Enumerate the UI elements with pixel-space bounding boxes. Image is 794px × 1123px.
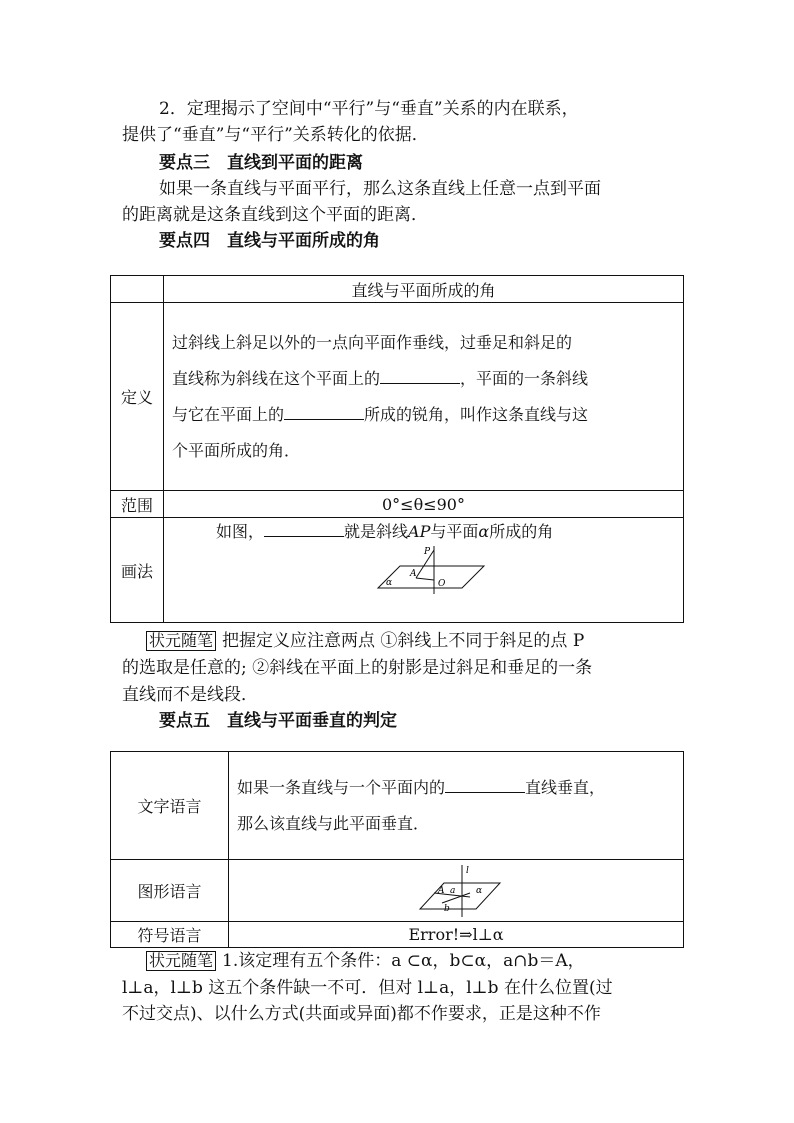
- section3-line1: 如果一条直线与平面平行，那么这条直线上任意一点到平面: [159, 179, 601, 199]
- text-language-line2: 那么该直线与此平面垂直．: [237, 813, 430, 833]
- perpendicular-figure: [414, 863, 504, 919]
- label-O: O: [438, 579, 446, 589]
- range-value: 0°≤θ≤90°: [164, 491, 684, 518]
- definition-line3-end: 所成的锐角，叫作这条直线与这: [364, 404, 589, 424]
- two-intersecting-blank: [445, 776, 525, 793]
- definition-line2-start: 直线称为斜线在这个平面上的: [172, 368, 381, 388]
- label-A: A: [410, 569, 417, 579]
- angle-table: [110, 275, 684, 623]
- note1-badge: 状元随笔: [146, 631, 216, 651]
- label-P: P: [424, 547, 431, 557]
- label-A-2: A: [438, 885, 445, 896]
- definition-line3: [164, 397, 683, 433]
- definition-line2-end: ，平面的一条斜线: [460, 368, 589, 388]
- drawing-cell: [164, 518, 684, 623]
- angle-table-corner: [111, 276, 164, 303]
- shadow-blank: [284, 403, 364, 420]
- graphic-language-cell: [229, 860, 684, 922]
- note2-line3: 不过交点)、以什么方式(共面或异面)都不作要求，正是这种不作: [122, 1004, 601, 1024]
- para1-line2: 提供了“垂直”与“平行”关系转化的依据．: [122, 125, 429, 145]
- label-alpha-2: α: [476, 885, 483, 896]
- text-language-cell: [229, 752, 684, 860]
- definition-cell: [164, 303, 684, 491]
- drawing-text-ap: AP: [408, 522, 431, 541]
- section3-line2: 的距离就是这条直线到这个平面的距离．: [122, 205, 428, 225]
- plane-alpha: [378, 566, 484, 588]
- note1-line1-text: 把握定义应注意两点 ①斜线上不同于斜足的点 P: [222, 631, 585, 651]
- label-b: b: [444, 903, 450, 914]
- note2-line2: l⊥a，l⊥b 这五个条件缺一不可．但对 l⊥a，l⊥b 在什么位置(过: [122, 978, 613, 998]
- label-l: l: [466, 865, 469, 876]
- angle-blank: [264, 520, 344, 537]
- definition-line4: 个平面所成的角．: [172, 440, 301, 460]
- drawing-text-alpha: α: [478, 522, 490, 541]
- note1-line2: 的选取是任意的; ②斜线在平面上的射影是过斜足和垂足的一条: [122, 658, 593, 678]
- drawing-label: 画法: [111, 518, 164, 623]
- definition-line1: 过斜线上斜足以外的一点向平面作垂线，过垂足和斜足的: [172, 332, 573, 352]
- section5-title: 要点五 直线与平面垂直的判定: [159, 711, 397, 731]
- oblique-line-figure: [372, 544, 492, 596]
- note2-badge: 状元随笔: [146, 951, 216, 971]
- graphic-language-label: 图形语言: [111, 860, 229, 922]
- section4-title: 要点四 直线与平面所成的角: [159, 231, 380, 251]
- projection-blank: [380, 367, 460, 384]
- note2-line1-text: 1.该定理有五个条件：a ⊂α，b⊂α，a∩b＝A，: [222, 951, 585, 971]
- label-alpha: α: [386, 578, 393, 588]
- text-language-line1-end: 直线垂直，: [525, 777, 606, 797]
- drawing-text-f: 所成的角: [489, 522, 554, 541]
- definition-label: 定义: [111, 303, 164, 491]
- text-language-line1-start: 如果一条直线与一个平面内的: [237, 777, 446, 797]
- note2-line1: [146, 949, 585, 973]
- definition-line3-start: 与它在平面上的: [172, 404, 285, 424]
- para1-line1: 2．定理揭示了空间中“平行”与“垂直”关系的内在联系，: [159, 99, 579, 119]
- note1-line3: 直线而不是线段．: [122, 685, 258, 705]
- label-a: a: [450, 885, 456, 896]
- drawing-text: [164, 518, 683, 544]
- note1-line1: [146, 629, 584, 653]
- projection-line: [416, 578, 434, 580]
- section3-title: 要点三 直线到平面的距离: [159, 153, 363, 173]
- symbol-language-value: Error!⇒l⊥α: [229, 922, 684, 948]
- drawing-text-a: 如图，: [216, 522, 265, 541]
- text-language-line1: [229, 770, 683, 806]
- perpendicular-table: [110, 751, 684, 948]
- symbol-language-label: 符号语言: [111, 922, 229, 948]
- drawing-text-b: 就是斜线: [344, 522, 409, 541]
- definition-line2: [164, 361, 683, 397]
- angle-table-header: 直线与平面所成的角: [164, 276, 684, 303]
- range-label: 范围: [111, 491, 164, 518]
- text-language-label: 文字语言: [111, 752, 229, 860]
- drawing-text-d: 与平面: [430, 522, 479, 541]
